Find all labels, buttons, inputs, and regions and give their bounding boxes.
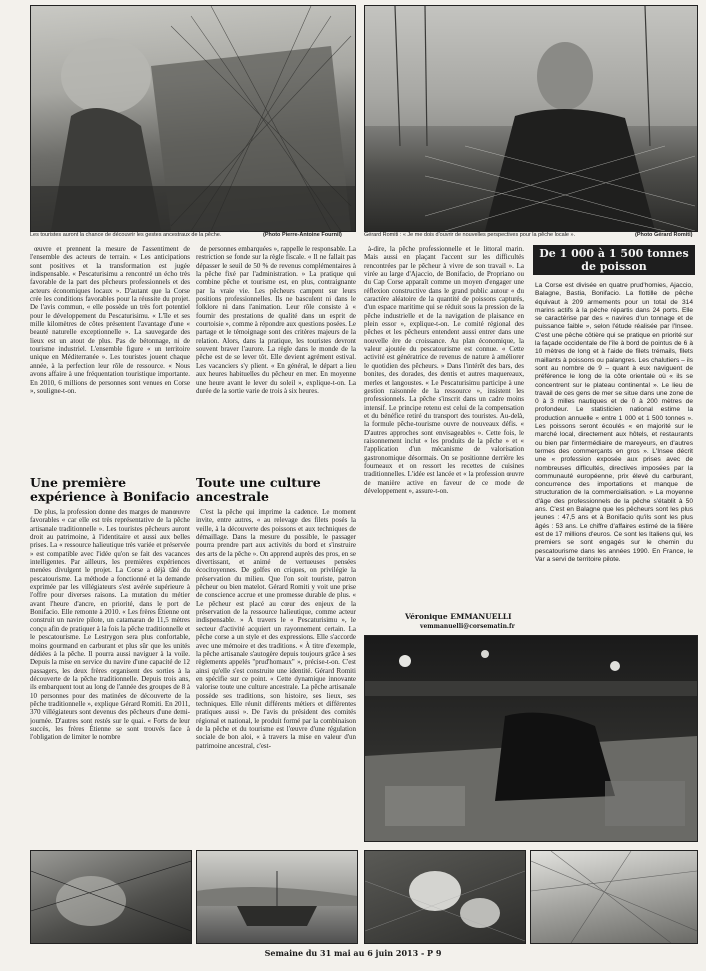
photo-boat-at-night <box>364 635 698 842</box>
sidebar-body: La Corse est divisée en quatre prud'homies, Ajaccio, Balagne, Bastia, Bonifacio. La flottille de pêche équivaut à 209 armements pour un total de 314 marins actifs à la pêche répartis dans 24 ports. Elle se caractérise par des « navires d'un tonnage et de puissance faible », selon l'étude réalisée par l'Insee. C'est une pêche côtière qui se pratique en priorité sur la façade occidentale de l'île à bord de pointus de 6 à 10 mètres de long et à l'aide de filets trémails, filets maillants à poissons ou palangres. Les chalutiers – ils sont au nombre de 9 – quant à eux naviguent de préférence le long de la côte orientale où « ils se concentrent sur le plateau continental ». Le lieu de travail de ces gens de mer se situe dans une zone de 0 à 3 milles nautiques et de 0 à 200 mètres de profondeur. Le statisticien national estime la production annuelle « entre 1 000 et 1 500 tonnes ». Les poissons seront écoulés « en majorité sur le marché local, directement aux hôtels, et restaurants ou bien par l'intermédiaire de mareyeurs, en d'autres termes des commerçants en gros ». L'Insee décrit une « profession exposée aux prises avec de nombreuses difficultés, directives imposées par la communauté européenne, prix élevé du carburant, concurrence des importations et manque de structuration de la commercialisation. » La moyenne d'âge des professionnels de la pêche s'établit à 50 ans. C'est en Balagne que les pêcheurs sont les plus jeunes : 47,5 ans et à Bonifacio qu'ils sont les plus âgés : 53 ans. Le chiffre d'affaires estimé de la filière est de 17 millions d'euros. Ce sont les Italiens qui, les premiers se sont engagés sur le chemin du pescatourisme dans les années 1990. En France, le Var a servi de territoire pilote. <box>535 282 693 563</box>
heading-culture-ancestrale: Toute une culture ancestrale <box>196 475 321 504</box>
article-column-2-body: C'est la pêche qui imprime la cadence. Le moment invite, entre autres, « au relevage des filets posés la veille, à la découverte des poissons et aux techniques de démaillage. Dans la mesure du possible, le passager pourra prendre part aux activités du bord et s'instruire des arts de la pêche ». On apprend auprès des pros, en se divertissant, et animé de vertueuses pensées écocitoyennes. De golfes en criques, on privilégie la préservation du milieu. Que l'on soit touriste, patron pêcheur ou bien matelot. Gérard Romiti y voit une prise de conscience accrue et une promesse durable de plus. « Le pêcheur est placé au cœur des enjeux de la préservation de la ressource halieutique, comme acteur indispensable. » À travers le « Pescaturisimu », le secteur d'activité acquiert un rayonnement certain. La pêche corse a un style et des expressions. Elle s'accorde avec une mémoire et des traditions. « À titre d'exemple, la pêche artisanale s'autogère depuis toujours grâce à ses règlements appelés "prud'homaux" », précise-t-on. C'est ainsi qu'elle s'est construite une identité. Gérard Romiti en spécifie sur ce point. « Cette dynamique innovante valorise toute une culture ancestrale. La pêche artisanale possède ses traditions, son histoire, ses lieux, ses techniques. Elle réunit différents métiers et différentes pratiques aussi ». De l'avis du président des comités régional et national, le produit formé par la combinaison de la pêche et du tourisme est l'œuvre d'une régulation sociale de bon aloi, « à travers la mise en valeur d'un patrimoine ancestral, c'est- <box>196 508 356 750</box>
article-column-1-intro: œuvre et prennent la mesure de l'assentiment de l'ensemble des acteurs de terrain. « Les anticipations sont positives et la transformation est jugée indispensable. « Pescaturisimu a rencontré un écho très favorable de la part des pêcheurs professionnels et des acteurs économiques locaux ». D'autant que la Corse crée les conditions favorables pour la réussite du projet. De l'avis commun, « elle possède un très fort potentiel pour le développement du Pescaturisimu. « L'île et ses mille kilomètres de côtes présentent l'avantage d'une « beauté naturelle exceptionnelle ». La sauvegarde des lieux est un atout de plus. Pas de bétonnage, ni de tourisme industriel. L'ensemble figure « un territoire unique en Méditerranée ». Les touristes jouent chaque année, à la perfection leur rôle de ressource. « Nous avons affaire à une fréquentation touristique importante. En 2010, 6 millions de personnes sont venues en Corse », souligne-t-on. <box>30 245 190 395</box>
photo-fishing-nets-tourists <box>30 5 356 232</box>
photo-fisherman-hands <box>30 850 192 944</box>
photo-gerard-romiti <box>364 5 698 232</box>
photo-fishing-gear <box>530 850 698 944</box>
photo-credit-left: (Photo Pierre-Antoine Fournil) <box>263 232 342 238</box>
article-email: vemmanuelli@corsematin.fr <box>420 623 515 630</box>
photo-fishing-boat-harbor <box>196 850 358 944</box>
photo-caption-left: Les touristes auront la chance de découvrir les gestes ancestraux de la pêche. <box>30 232 222 238</box>
article-column-1-body: De plus, la profession donne des marges de manœuvre favorables « car elle est très représentative de la pêche artisanale traditionnelle ». Les touristes pêcheurs auront droit au patrimoine, à l'identitaire et aussi aux belles prises. La « ressource halieutique très variée et préservée » est compatible avec l'idée qu'on se fait des vacances intelligentes. Par ailleurs, les premières expériences menées divulgent le projet. La Corse a déjà tâté du pescatourisme. La méthode a fonctionné et la demande exprimée par les villégiateurs s'est avérée supérieure à l'offre pour diverses raisons. La mutation du métier avant l'heure d'ancre, en priorité, dans le port de Bonifacio. Elle remonte à 2010. « Les frères Étienne ont construit un navire pilote, un catamaran de 11,5 mètres conçu afin de pratiquer à la fois la pêche traditionnelle et le pescatourisme. Le Lestrygon sera plus confortable, moins gourmand en carburant et plus sûr que les unités dédiées à la pêche. Il pourra aussi naviguer à la voile. Depuis la mise en service du navire d'une capacité de 12 passagers, les deux frères organisent des sorties à la découverte de la pêche traditionnelle. Depuis trois ans, ils embarquent tout au long de l'année des groupes de 8 à 10 personnes pour des matinées de découverte de la pêche traditionnelle », explique Gérard Romiti. En 2011, 370 villégiateurs sont devenus des pêcheurs d'une demi-journée. D'autres sont restés sur le quai. « Forts de leur succès, les frères Étienne se sont trouvés face à l'obligation de limiter le nombre <box>30 508 190 742</box>
photo-net-floats <box>364 850 526 944</box>
article-byline: Véronique EMMANUELLI <box>405 612 512 621</box>
photo-caption-right: Gérard Romiti : « Je me dois d'ouvrir de nouvelles perspectives pour la pêche locale ». <box>364 232 576 238</box>
article-column-2-intro: de personnes embarquées », rappelle le responsable. La restriction se fonde sur la règle fiscale. « Il ne fallait pas dépasser le seuil de 50 % de revenus complémentaires à la pêche fixé par l'administration. » La pratique qui combine pêche et tourisme est, en plus, contraignante par la vraie vie. Les pêcheurs campent sur leurs positions professionnelles. Ils ne basculent ni dans le folklore ni dans l'animation. Leur rôle consiste à « fournir des prestations de qualité dans un esprit de courtoisie », comme à répondre aux questions posées. Le partage et le témoignage sont des critères majeurs de la relation. Alors, dans la pratique, les touristes devront souvent braver l'aurore. La règle dans le monde de la pêche est de se lever tôt. Elle devient agrément estival. Les vacanciers s'y plient. « En général, le départ a lieu aux heures habituelles du pêcheur en mer. En moyenne une heure avant le lever du soleil », explique-t-on. La durée de la sortie varie de trois à six heures. <box>196 245 356 395</box>
page-footer: Semaine du 31 mai au 6 juin 2013 - P 9 <box>264 948 442 958</box>
photo-credit-right: (Photo Gérard Romiti) <box>635 232 693 238</box>
article-column-3-body: à-dire, la pêche professionnelle et le littoral marin. Mais aussi en plaçant l'accent sur les difficultés rencontrées par le pêcheur à vivre de son travail ». La virée au large d'Ajaccio, de Bonifacio, de Propriano ou du Cap Corse apparaît comme un moyen d'engager une réflexion constructive dans le grand public autour « du caractère aléatoire de la quantité de poissons capturés, d'un espace maritime qui se réduit sous la pression de la pêche industrielle et de la navigation de plaisance en plein essor », explique-t-on. Le comité régional des pêches et les pêcheurs entendent aussi entrer dans une nouvelle ère de croissance. Au plan économique, la valeur ajoutée du pescatourisme est connue. « Cette activité est génératrice de revenus de nature à améliorer le quotidien des pêcheurs. » Dans l'intérêt des bars, des bonites, des dorades, des dentis et autres maquereaux, merles et langoustes. « Le Pescaturisimu participe à une gestion raisonnée de la ressource », insistent les professionnels. La pêche s'inscrit dans un cadre moins intensif. Le principe retenu est celui de la compensation et du bénéfice retiré du transport des touristes. Au-delà, la formule pêche-tourisme ouvre de nouveaux défis. « D'autres approches sont envisageables ». Cette fois, le raisonnement inclut « les produits de la pêche » et « l'application d'un mécanisme de valorisation gastronomique désormais. On se positionne derrière les fourneaux et on ressort les recettes de cuisines traditionnelles. L'idée est lancée et « la profession œuvre de manière active en faveur de ce mode de développement », assure-t-on. <box>364 245 524 495</box>
sidebar-heading: De 1 000 à 1 500 tonnes de poisson <box>533 245 695 275</box>
heading-premiere-experience: Une première expérience à Bonifacio <box>30 475 190 504</box>
